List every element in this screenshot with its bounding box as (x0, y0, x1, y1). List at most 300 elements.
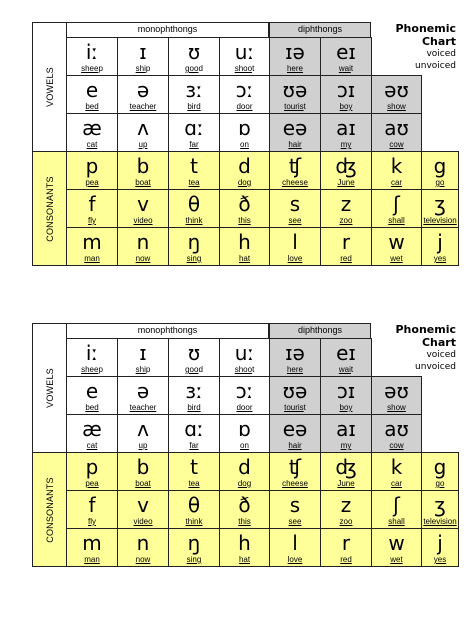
example-word (321, 403, 371, 413)
example-word (372, 479, 421, 489)
phoneme-cell (66, 452, 118, 491)
example-highlight: shee (81, 365, 99, 374)
example-highlight: man (84, 555, 100, 564)
example-word (220, 403, 269, 413)
phoneme-cell (219, 227, 270, 266)
phoneme-symbol: uː (234, 341, 255, 365)
example-highlight: shi (135, 64, 146, 73)
phoneme-symbol: k (390, 154, 403, 178)
phoneme-cell (117, 151, 169, 190)
example-highlight: man (84, 254, 100, 263)
example-word (67, 178, 117, 188)
example-word (118, 178, 168, 188)
example-word (321, 365, 371, 375)
example-word (67, 140, 117, 150)
phoneme-cell (168, 113, 220, 152)
phoneme-cell (117, 490, 169, 529)
phoneme-cell (371, 376, 422, 415)
phoneme-symbol: b (136, 154, 150, 178)
example-highlight: shall (388, 517, 405, 526)
phoneme-symbol: ɪ (139, 40, 147, 64)
example-word (169, 178, 219, 188)
example-highlight: go (435, 479, 445, 488)
phoneme-cell (219, 75, 270, 114)
example-suffix: t (252, 64, 255, 73)
phoneme-symbol: s (289, 192, 301, 216)
consonants-label-text: CONSONANTS (44, 476, 55, 543)
example-highlight: dog (237, 178, 252, 187)
example-highlight: hat (238, 555, 251, 564)
example-word (372, 140, 421, 150)
phoneme-cell (66, 151, 118, 190)
chart-legend (396, 22, 457, 72)
example-highlight: now (135, 254, 151, 263)
example-highlight: fly (88, 216, 96, 225)
phoneme-cell (117, 189, 169, 228)
phoneme-cell (219, 490, 270, 529)
example-word (118, 140, 168, 150)
phoneme-cell (269, 414, 321, 453)
phoneme-symbol: ə (136, 379, 150, 403)
phoneme-symbol: w (388, 531, 405, 555)
example-word (118, 365, 168, 375)
example-highlight: love (287, 555, 303, 564)
example-highlight: cheese (282, 479, 308, 488)
phoneme-symbol: ʤ (335, 455, 357, 479)
example-word (169, 365, 219, 375)
example-suffix: p (98, 365, 103, 374)
phoneme-symbol: ʃ (393, 493, 400, 517)
example-highlight: see (288, 517, 302, 526)
phoneme-symbol: g (433, 154, 447, 178)
phoneme-symbol: ɔː (235, 379, 254, 403)
example-highlight: car (390, 479, 403, 488)
phoneme-symbol: p (85, 154, 99, 178)
example-highlight: shall (388, 216, 405, 225)
example-word (372, 102, 421, 112)
example-highlight: television (423, 216, 457, 225)
phoneme-symbol: h (238, 230, 251, 254)
phoneme-cell (269, 189, 321, 228)
example-word (270, 64, 320, 74)
phoneme-cell (219, 528, 270, 567)
phoneme-cell (421, 452, 459, 491)
example-word (118, 254, 168, 264)
example-highlight: wet (390, 254, 403, 263)
phoneme-symbol: ʊ (187, 341, 201, 365)
phoneme-cell (320, 75, 372, 114)
example-suffix: t (350, 365, 354, 374)
example-word (270, 365, 320, 375)
phoneme-symbol: z (340, 493, 352, 517)
phoneme-symbol: æ (82, 417, 102, 441)
phoneme-cell (371, 452, 422, 491)
example-word (67, 479, 117, 489)
phoneme-cell (320, 528, 372, 567)
example-highlight: cat (86, 441, 98, 450)
phoneme-cell (269, 338, 321, 377)
phoneme-symbol: iː (85, 40, 99, 64)
example-highlight: boat (135, 479, 151, 488)
phoneme-symbol: ɔɪ (336, 78, 356, 102)
example-word (372, 403, 421, 413)
phoneme-symbol: ʌ (137, 417, 149, 441)
phoneme-symbol: s (289, 493, 301, 517)
example-highlight: fly (88, 517, 96, 526)
example-word (220, 140, 269, 150)
phoneme-cell (168, 528, 220, 567)
example-word (270, 479, 320, 489)
example-word (118, 216, 168, 226)
phoneme-symbol: ŋ (187, 531, 201, 555)
vowels-label-text: VOWELS (44, 368, 55, 408)
phoneme-cell (66, 113, 118, 152)
example-word (321, 479, 371, 489)
example-word (270, 178, 320, 188)
consonants-label-text: CONSONANTS (44, 175, 55, 242)
phoneme-cell (168, 151, 220, 190)
phoneme-symbol: l (292, 230, 298, 254)
phoneme-cell (269, 227, 321, 266)
example-word (118, 555, 168, 565)
example-word (422, 479, 458, 489)
phoneme-cell (421, 528, 459, 567)
legend-unvoiced: unvoiced (415, 61, 456, 71)
example-word (270, 517, 320, 527)
example-word (372, 517, 421, 527)
phoneme-cell (219, 151, 270, 190)
phoneme-symbol: ɪə (285, 341, 305, 365)
phoneme-cell (66, 37, 118, 76)
example-word (220, 102, 269, 112)
example-highlight: my (340, 140, 352, 149)
legend-unvoiced: unvoiced (415, 362, 456, 372)
example-highlight: touris (284, 403, 304, 412)
example-highlight: touris (284, 102, 304, 111)
example-word (67, 64, 117, 74)
phoneme-symbol: əʊ (384, 379, 409, 403)
example-word (220, 365, 269, 375)
example-word (321, 254, 371, 264)
example-highlight: see (288, 216, 302, 225)
example-word (169, 64, 219, 74)
example-word (169, 479, 219, 489)
phoneme-cell (117, 414, 169, 453)
phoneme-symbol: j (437, 230, 443, 254)
phoneme-symbol: ŋ (187, 230, 201, 254)
example-word (169, 403, 219, 413)
phoneme-symbol: ʊə (282, 78, 308, 102)
example-highlight: television (423, 517, 457, 526)
chart-legend (396, 323, 457, 373)
phoneme-symbol: ɜː (185, 379, 203, 403)
phoneme-cell (421, 151, 459, 190)
phoneme-cell (117, 113, 169, 152)
example-highlight: bed (85, 102, 99, 111)
example-highlight: go (435, 178, 445, 187)
phoneme-symbol: ə (136, 78, 150, 102)
example-highlight: tea (188, 479, 200, 488)
vowels-side-label (32, 323, 67, 453)
example-word (372, 555, 421, 565)
legend-voiced: voiced (426, 49, 456, 59)
phoneme-cell (219, 113, 270, 152)
example-highlight: on (240, 441, 249, 450)
example-word (422, 178, 458, 188)
example-word (321, 555, 371, 565)
phoneme-symbol: aʊ (384, 116, 409, 140)
example-word (67, 254, 117, 264)
phoneme-symbol: j (437, 531, 443, 555)
example-highlight: bird (187, 102, 201, 111)
phoneme-symbol: d (238, 455, 251, 479)
example-highlight: hair (288, 140, 302, 149)
phoneme-cell (320, 113, 372, 152)
phoneme-symbol: b (136, 455, 150, 479)
phoneme-cell (66, 414, 118, 453)
example-word (67, 216, 117, 226)
example-word (169, 517, 219, 527)
example-highlight: cow (389, 441, 404, 450)
phoneme-cell (219, 338, 270, 377)
example-highlight: dog (237, 479, 252, 488)
phoneme-cell (66, 528, 118, 567)
phoneme-cell (66, 75, 118, 114)
example-word (118, 64, 168, 74)
example-highlight: goo (185, 365, 199, 374)
phoneme-symbol: ɔɪ (336, 379, 356, 403)
example-word (321, 178, 371, 188)
consonants-side-label (32, 151, 67, 266)
example-word (220, 178, 269, 188)
phoneme-symbol: ð (238, 192, 251, 216)
phoneme-symbol: f (88, 493, 96, 517)
phoneme-symbol: eə (282, 116, 308, 140)
phoneme-symbol: v (137, 192, 149, 216)
example-highlight: now (135, 555, 151, 564)
phoneme-cell (421, 227, 459, 266)
example-word (67, 555, 117, 565)
phoneme-symbol: aʊ (384, 417, 409, 441)
example-highlight: here (286, 64, 303, 73)
phoneme-cell (371, 414, 422, 453)
example-highlight: hair (288, 441, 302, 450)
example-highlight: yes (433, 254, 447, 263)
phoneme-symbol: ɑː (184, 417, 204, 441)
example-highlight: wai (338, 64, 351, 73)
example-highlight: show (387, 403, 406, 412)
example-highlight: here (286, 365, 303, 374)
example-highlight: teacher (129, 102, 157, 111)
example-highlight: cat (86, 140, 98, 149)
phoneme-cell (320, 37, 372, 76)
phoneme-cell (168, 37, 220, 76)
example-word (270, 403, 320, 413)
phoneme-cell (371, 528, 422, 567)
example-word (270, 102, 320, 112)
example-highlight: yes (433, 555, 447, 564)
phoneme-cell (168, 414, 220, 453)
phoneme-cell (219, 37, 270, 76)
phonemic-chart-bottom (32, 323, 458, 593)
phoneme-cell (320, 151, 372, 190)
example-highlight: tea (188, 178, 200, 187)
phoneme-symbol: ɔː (235, 78, 254, 102)
example-word (270, 441, 320, 451)
phoneme-symbol: w (388, 230, 405, 254)
example-highlight: boy (339, 403, 353, 412)
phoneme-cell (117, 75, 169, 114)
example-word (67, 441, 117, 451)
phoneme-cell (117, 452, 169, 491)
phoneme-cell (117, 338, 169, 377)
example-word (321, 441, 371, 451)
phoneme-cell (219, 189, 270, 228)
example-suffix: d (198, 64, 203, 73)
example-highlight: car (390, 178, 403, 187)
example-highlight: door (236, 403, 253, 412)
example-highlight: teacher (129, 403, 157, 412)
example-highlight: red (340, 555, 352, 564)
example-highlight: June (337, 178, 355, 187)
example-word (67, 517, 117, 527)
example-highlight: sing (186, 555, 202, 564)
example-highlight: bird (187, 403, 201, 412)
phoneme-cell (168, 227, 220, 266)
phoneme-cell (371, 151, 422, 190)
phoneme-symbol: k (390, 455, 403, 479)
phoneme-cell (168, 189, 220, 228)
example-highlight: red (340, 254, 352, 263)
phoneme-cell (168, 75, 220, 114)
example-word (372, 254, 421, 264)
example-word (67, 365, 117, 375)
phoneme-cell (320, 227, 372, 266)
phoneme-symbol: t (190, 154, 198, 178)
phoneme-cell (421, 490, 459, 529)
example-highlight: think (185, 517, 203, 526)
example-highlight: think (185, 216, 203, 225)
example-word (321, 102, 371, 112)
consonants-side-label (32, 452, 67, 567)
phoneme-symbol: ʧ (288, 455, 302, 479)
phoneme-cell (168, 338, 220, 377)
example-word (321, 64, 371, 74)
example-word (220, 216, 269, 226)
example-word (422, 555, 458, 565)
example-highlight: this (238, 517, 251, 526)
example-highlight: video (133, 216, 153, 225)
example-suffix: t (303, 102, 306, 111)
legend-voiced: voiced (426, 350, 456, 360)
phoneme-cell (66, 227, 118, 266)
legend-title-line-2: Chart (421, 336, 456, 349)
example-highlight: bed (85, 403, 99, 412)
phoneme-symbol: iː (85, 341, 99, 365)
example-highlight: shee (81, 64, 99, 73)
phoneme-symbol: ʃ (393, 192, 400, 216)
example-word (372, 441, 421, 451)
phoneme-cell (371, 189, 422, 228)
phoneme-cell (269, 490, 321, 529)
monophthongs-header: monophthongs (66, 323, 269, 339)
phoneme-symbol: ɒ (238, 417, 251, 441)
example-word (169, 254, 219, 264)
example-highlight: pea (85, 178, 99, 187)
phoneme-symbol: uː (234, 40, 255, 64)
example-highlight: June (337, 479, 355, 488)
phoneme-cell (117, 528, 169, 567)
example-suffix: p (145, 64, 151, 73)
example-highlight: my (340, 441, 352, 450)
phoneme-symbol: əʊ (384, 78, 409, 102)
example-word (372, 178, 421, 188)
phoneme-symbol: d (238, 154, 251, 178)
phoneme-symbol: e (85, 78, 99, 102)
example-highlight: goo (185, 64, 199, 73)
example-highlight: boy (339, 102, 353, 111)
example-highlight: pea (85, 479, 99, 488)
phoneme-symbol: ɜː (185, 78, 203, 102)
phoneme-cell (219, 452, 270, 491)
example-highlight: shoo (234, 365, 253, 374)
phoneme-symbol: eɪ (336, 40, 356, 64)
example-word (220, 441, 269, 451)
example-word (220, 479, 269, 489)
example-highlight: up (138, 140, 148, 149)
example-word (321, 140, 371, 150)
example-highlight: wai (338, 365, 351, 374)
phoneme-cell (219, 414, 270, 453)
example-word (169, 216, 219, 226)
example-highlight: zoo (339, 216, 353, 225)
phoneme-cell (371, 113, 422, 152)
phoneme-cell (371, 227, 422, 266)
phoneme-symbol: ɑː (184, 116, 204, 140)
phoneme-cell (320, 338, 372, 377)
phoneme-cell (168, 490, 220, 529)
example-highlight: wet (390, 555, 403, 564)
example-highlight: boat (135, 178, 151, 187)
phoneme-cell (320, 414, 372, 453)
phoneme-cell (66, 490, 118, 529)
monophthongs-header: monophthongs (66, 22, 269, 38)
phoneme-symbol: l (292, 531, 298, 555)
phoneme-symbol: p (85, 455, 99, 479)
phoneme-symbol: ʊə (282, 379, 308, 403)
phoneme-cell (117, 376, 169, 415)
example-word (422, 254, 458, 264)
phoneme-symbol: eə (282, 417, 308, 441)
phoneme-cell (168, 376, 220, 415)
phoneme-symbol: g (433, 455, 447, 479)
example-word (220, 64, 269, 74)
example-suffix: t (252, 365, 255, 374)
phoneme-symbol: n (136, 230, 150, 254)
example-word (372, 216, 421, 226)
phoneme-symbol: r (341, 531, 351, 555)
example-word (270, 254, 320, 264)
example-highlight: sing (186, 254, 202, 263)
example-suffix: p (145, 365, 151, 374)
example-highlight: cow (389, 140, 404, 149)
phoneme-cell (269, 75, 321, 114)
example-highlight: far (189, 441, 199, 450)
example-word (118, 441, 168, 451)
diphthongs-header: diphthongs (269, 323, 371, 339)
phoneme-cell (269, 528, 321, 567)
example-highlight: zoo (339, 517, 353, 526)
